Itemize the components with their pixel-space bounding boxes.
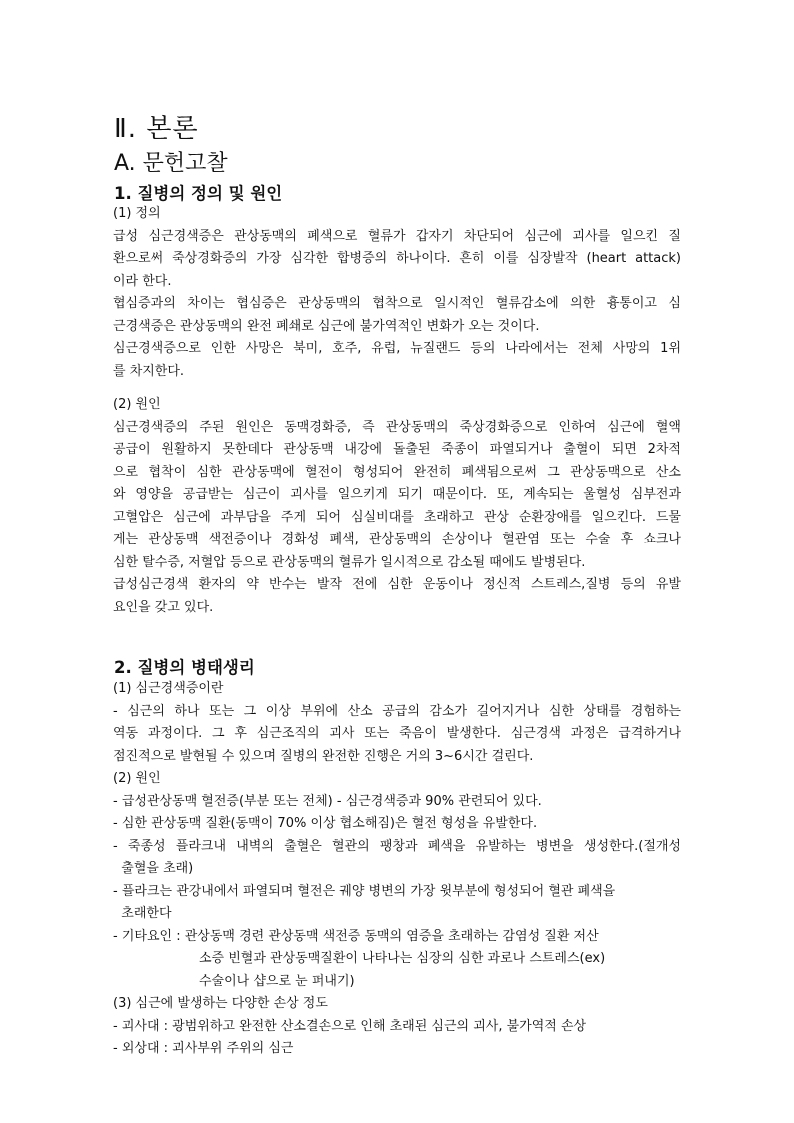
section1-title: 1. 질병의 정의 및 원인 — [114, 184, 283, 203]
definition-line: 근경색증은 관상동맥의 완전 폐쇄로 심근에 불가역적인 변화가 오는 것이다. — [113, 318, 540, 334]
bullet-line: - 외상대 : 괴사부위 주위의 심근 — [113, 1041, 294, 1056]
definition-line: 급성 심근경색증은 관상동맥의 폐색으로 혈류가 갑자기 차단되어 심근에 괴사를 일으킨 질 — [113, 228, 681, 244]
subheading-line: (3) 심근에 발생하는 다양한 손상 정도 — [113, 996, 328, 1011]
chapter-heading: Ⅱ. 본론 — [114, 114, 199, 144]
cause-line: 심한 탈수증, 저혈압 등으로 관상동맥의 혈류가 일시적으로 감소될 때에도 발병된다. — [113, 554, 586, 570]
definition-line: 환으로써 죽상경화증의 가장 심각한 합병증의 하나이다. 흔히 이를 심장발작 (heart attack) — [113, 251, 681, 266]
bullet-line: - 죽종성 플라크내 내벽의 출혈은 혈관의 팽창과 폐색을 유발하는 병변을 생성한다.(절개성 — [113, 838, 681, 854]
bullet-continuation: 출혈을 초래) — [113, 861, 194, 876]
bullet-line: - 괴사대 : 광범위하고 완전한 산소결손으로 인해 초래된 심근의 괴사, 불가역적 손상 — [113, 1018, 587, 1034]
definition-line: 이라 한다. — [113, 273, 172, 289]
cause-line: 급성심근경색 환자의 약 반수는 발작 전에 심한 운동이나 정신적 스트레스,질병 등의 유발 — [113, 577, 681, 592]
bullet-line: - 심한 관상동맥 질환(동맥이 70% 이상 협소해짐)은 혈전 형성을 유발한다. — [113, 816, 538, 831]
cause-line: 으로 협착이 심한 관상동맥에 혈전이 형성되어 완전히 폐색됨으로써 그 관상동맥으로 산소 — [113, 464, 681, 480]
cause-line: 와 영양을 공급받는 심근이 괴사를 일으키게 되기 때문이다. 또, 계속되는 울혈성 심부전과 — [113, 487, 681, 502]
cause-line: 고혈압은 심근에 과부담을 주게 되어 심실비대를 초래하고 관상 순환장애를 일으킨다. 드물 — [113, 509, 681, 525]
bullet-continuation: 소증 빈혈과 관상동맥질환이 나타나는 심장의 심한 과로나 스트레스(ex) — [199, 951, 606, 966]
bullet-continuation: 초래한다 — [113, 906, 172, 921]
subsection-heading: A. 문헌고찰 — [114, 151, 228, 176]
subheading-line: (2) 원인 — [113, 771, 161, 786]
bullet-line: - 급성관상동맥 혈전증(부분 또는 전체) - 심근경색증과 90% 관련되어 있다. — [113, 793, 542, 809]
subheading-line: (1) 심근경색증이란 — [113, 681, 224, 696]
definition-block — [113, 203, 681, 383]
definition-label: (1) 정의 — [113, 206, 161, 221]
definition-line: 협심증과의 차이는 협심증은 관상동맥의 협착으로 일시적인 혈류감소에 의한 흉통이고 심 — [113, 296, 681, 311]
body-line: 역동 과정이다. 그 후 심근조직의 괴사 또는 죽음이 발생한다. 심근경색 과정은 급격하거나 — [113, 726, 681, 741]
cause-label: (2) 원인 — [113, 397, 161, 412]
body-line: 점진적으로 발현될 수 있으며 질병의 완전한 진행은 거의 3~6시간 걸린다. — [113, 748, 534, 764]
cause-line: 공급이 원활하지 못한데다 관상동맥 내강에 돌출된 죽종이 파열되거나 출혈이 되면 2차적 — [113, 442, 681, 457]
pathophysiology-block — [113, 678, 681, 1061]
bullet-line: - 기타요인 : 관상동맥 경련 관상동맥 색전증 동맥의 염증을 초래하는 감염성 질환 저산 — [113, 928, 599, 944]
cause-line: 요인을 갖고 있다. — [113, 599, 214, 615]
bullet-line: - 플라크는 관강내에서 파열되며 혈전은 궤양 병변의 가장 윗부분에 형성되어 혈관 폐색을 — [113, 883, 616, 899]
body-line: - 심근의 하나 또는 그 이상 부위에 산소 공급의 감소가 길어지거나 심한 상태를 경험하는 — [113, 703, 681, 719]
definition-line: 심근경색증으로 인한 사망은 북미, 호주, 유럽, 뉴질랜드 등의 나라에서는 전체 사망의 1위 — [113, 341, 681, 356]
bullet-continuation: 수술이나 샵으로 눈 퍼내기) — [199, 973, 355, 989]
definition-line: 를 차지한다. — [113, 363, 185, 379]
cause-line: 게는 관상동맥 색전증이나 경화성 폐색, 관상동맥의 손상이나 혈관염 또는 수술 후 쇼크나 — [113, 532, 681, 547]
cause-line: 심근경색증의 주된 원인은 동맥경화증, 즉 관상동맥의 죽상경화증으로 인하여 심근에 혈액 — [113, 419, 681, 435]
cause-block — [113, 394, 681, 619]
section2-title: 2. 질병의 병태생리 — [114, 658, 255, 677]
